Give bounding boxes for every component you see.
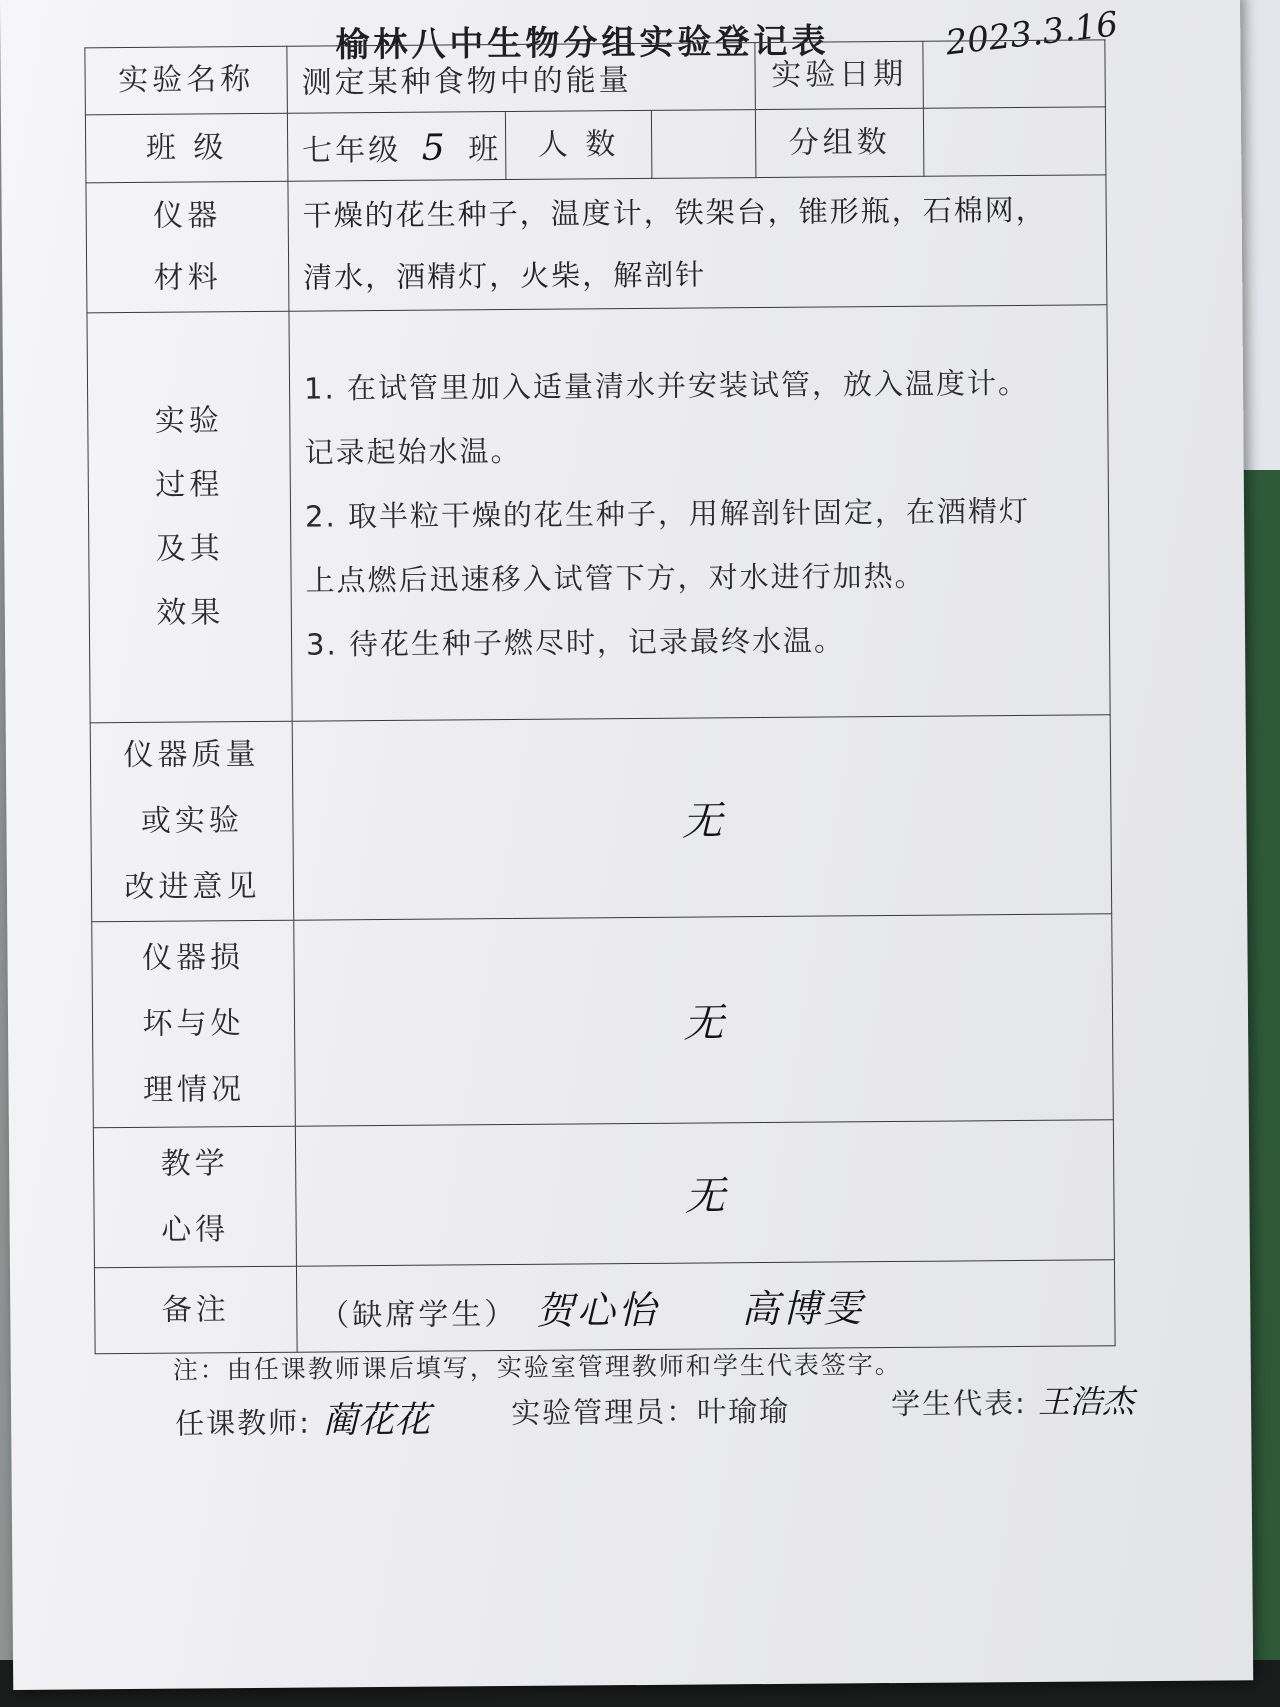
remarks-label: 备注 (94, 1266, 297, 1354)
student-rep-label: 学生代表: (890, 1385, 1027, 1422)
process-label-line: 效果 (156, 594, 225, 631)
footer-note: 注：由任课教师课后填写，实验室管理教师和学生代表签字。 (172, 1349, 902, 1385)
process-step-line: 2. 取半粒干燥的花生种子，用解剖针固定，在酒精灯 (304, 493, 1031, 534)
materials-line1: 干燥的花生种子，温度计，铁架台，锥形瓶，石棉网， (302, 192, 1047, 233)
handwritten-date: 2023.3.16 (943, 4, 1121, 64)
process-label-line: 实验 (154, 402, 223, 439)
people-label: 人 数 (505, 110, 652, 179)
remarks-value (296, 1260, 1115, 1352)
materials-value (288, 175, 1107, 311)
remarks-name-1: 贺心怡 (535, 1287, 660, 1333)
damage-label-line: 仪器损 (141, 939, 245, 976)
row-teaching (93, 1120, 1114, 1268)
process-step-line: 3. 待花生种子燃尽时，记录最终水温。 (305, 622, 846, 662)
class-label: 班 级 (85, 113, 288, 183)
process-label (87, 311, 292, 723)
remarks-prefix: （缺席学生） (319, 1296, 518, 1334)
teaching-value: 无 (295, 1120, 1114, 1266)
quality-label-line: 改进意见 (124, 868, 261, 906)
damage-label-line: 理情况 (142, 1071, 246, 1108)
remarks-name-2: 高博雯 (741, 1286, 865, 1332)
registration-table (84, 39, 1115, 1354)
teaching-label (93, 1126, 296, 1268)
teacher-signature-line (175, 1392, 430, 1445)
materials-label (86, 181, 289, 313)
process-label-line: 过程 (155, 466, 224, 503)
group-count-value (923, 107, 1106, 176)
materials-label-line2: 材料 (153, 259, 222, 296)
group-count-label: 分组数 (755, 108, 924, 177)
damage-label-line: 坏与处 (142, 1005, 245, 1042)
process-step-line: 上点燃后迅速移入试管下方，对水进行加热。 (305, 558, 926, 598)
class-number-handwritten: 5 (421, 126, 448, 169)
damage-label (92, 920, 296, 1128)
document-title: 榆林八中生物分组实验登记表 (335, 21, 830, 66)
quality-label-line: 仪器质量 (123, 736, 260, 774)
process-step-line: 1. 在试管里加入适量清水并安装试管，放入温度计。 (303, 365, 1030, 406)
row-materials (86, 175, 1107, 313)
experiment-name-label: 实验名称 (85, 46, 288, 115)
row-quality (90, 715, 1112, 922)
experiment-date-value (923, 40, 1106, 108)
people-value (651, 110, 756, 179)
class-value (287, 112, 506, 182)
quality-value: 无 (292, 715, 1112, 920)
experiment-name-value: 测定某种食物中的能量 (287, 43, 756, 114)
student-rep-signature: 王浩杰 (1037, 1382, 1135, 1421)
experiment-date-label: 实验日期 (755, 41, 924, 109)
row-class (85, 107, 1106, 183)
class-grade: 七年级 (302, 132, 402, 169)
student-rep-line (891, 1376, 1134, 1424)
teaching-label-line: 心得 (161, 1211, 230, 1248)
materials-line2: 清水，酒精灯，火柴，解剖针 (303, 256, 707, 295)
row-damage (92, 914, 1114, 1128)
teacher-signature: 蔺花花 (322, 1399, 431, 1442)
quality-label (90, 721, 294, 922)
row-process (87, 305, 1110, 723)
process-label-line: 及其 (155, 530, 224, 567)
teaching-label-line: 教学 (160, 1145, 229, 1182)
class-suffix: 班 (468, 131, 502, 167)
process-step-line: 记录起始水温。 (304, 433, 522, 470)
row-remarks (94, 1260, 1115, 1354)
quality-label-line: 或实验 (140, 803, 244, 839)
damage-value: 无 (294, 914, 1114, 1126)
row-experiment-name (85, 40, 1105, 115)
process-steps (289, 305, 1110, 721)
lab-manager-line: 实验管理员：叶瑜瑜 (510, 1393, 791, 1431)
teacher-label: 任课教师: (175, 1405, 312, 1441)
materials-label-line1: 仪器 (153, 197, 222, 234)
